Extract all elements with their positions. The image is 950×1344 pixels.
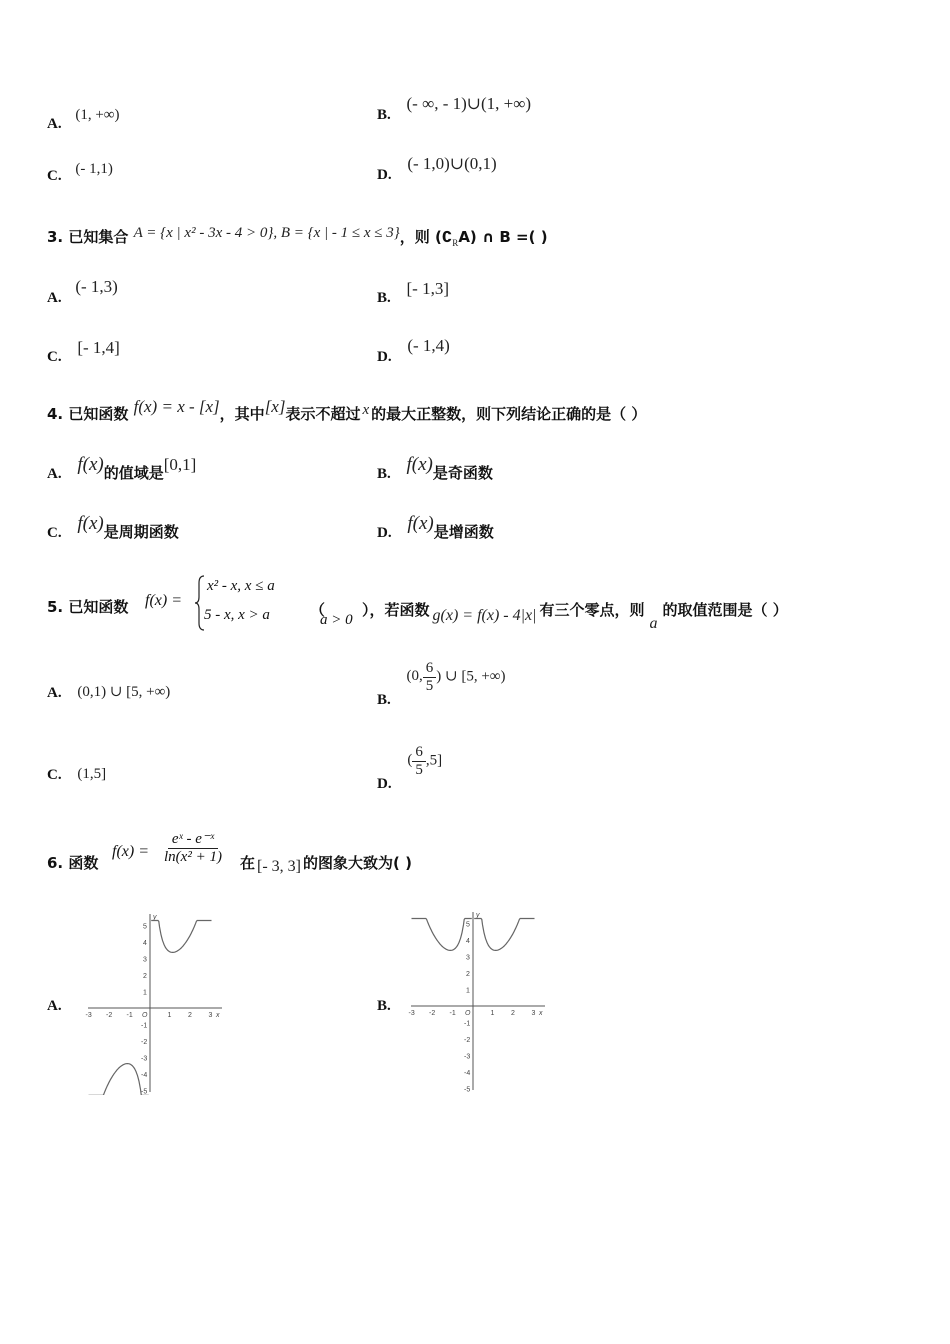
option-label: A. bbox=[47, 998, 62, 1014]
option-label: C. bbox=[47, 349, 62, 365]
fraction-numerator: eˣ - e⁻ˣ bbox=[168, 829, 218, 849]
option-label: C. bbox=[47, 767, 62, 783]
x-tick-label: -2 bbox=[106, 1012, 113, 1019]
option-math: (- 1,4) bbox=[407, 336, 450, 355]
y-tick-label: -2 bbox=[464, 1037, 471, 1044]
piecewise-case-2: 5 - x, x > a bbox=[204, 607, 270, 623]
x-tick-label: 2 bbox=[511, 1010, 515, 1017]
option-label: B. bbox=[377, 290, 391, 306]
x-tick-label: -3 bbox=[408, 1010, 415, 1017]
q5-option-c[interactable] bbox=[47, 767, 106, 784]
option-math: (0,1) ∪ [5, +∞) bbox=[77, 684, 171, 700]
condition: a > 0 bbox=[320, 612, 353, 628]
q3-option-b[interactable] bbox=[377, 279, 449, 307]
option-label: C. bbox=[47, 525, 62, 541]
question-mid: ），若函数 bbox=[362, 601, 430, 619]
y-tick-label: -2 bbox=[141, 1039, 148, 1046]
q2-option-a[interactable] bbox=[47, 108, 120, 133]
option-text: 是周期函数 bbox=[103, 523, 179, 541]
option-math: f(x) bbox=[407, 513, 434, 534]
interval: [- 3, 3] bbox=[257, 858, 301, 875]
option-math: (1, +∞) bbox=[75, 107, 120, 123]
q3-option-c[interactable] bbox=[47, 338, 120, 366]
fraction-numerator: 6 bbox=[412, 744, 426, 762]
piecewise-case-1: x² - x, x ≤ a bbox=[207, 578, 275, 594]
option-label: A. bbox=[47, 116, 62, 132]
q6-option-b[interactable] bbox=[377, 998, 391, 1015]
x-tick-label: 1 bbox=[167, 1012, 172, 1019]
set-a: A = {x | x² - 3x - 4 > 0} bbox=[133, 225, 274, 241]
y-tick-label: -1 bbox=[141, 1022, 148, 1030]
option-math-post: ) ∪ [5, +∞) bbox=[436, 668, 506, 685]
q2-option-d[interactable] bbox=[377, 154, 497, 184]
y-tick-label: 3 bbox=[143, 956, 147, 964]
option-math-pre: ( bbox=[407, 752, 413, 769]
curve-left-branch bbox=[89, 1064, 149, 1095]
option-math: (- ∞, - 1)∪(1, +∞) bbox=[406, 94, 532, 113]
x-variable: x bbox=[362, 402, 370, 418]
question-number: 5. bbox=[47, 598, 64, 616]
q4-option-d[interactable] bbox=[377, 513, 494, 543]
set-b: , B = {x | - 1 ≤ x ≤ 3} bbox=[273, 225, 400, 241]
question-number: 3. bbox=[47, 228, 64, 246]
x-tick-label: -1 bbox=[449, 1010, 456, 1017]
question-lead: 已知函数 bbox=[68, 598, 129, 616]
y-tick-label: -3 bbox=[464, 1053, 471, 1061]
graph-option-b[interactable] bbox=[403, 908, 553, 1093]
fraction-denominator: 5 bbox=[415, 761, 423, 778]
q3-option-d[interactable] bbox=[377, 336, 450, 366]
x-tick-label: -3 bbox=[85, 1012, 92, 1019]
y-tick-label: -4 bbox=[141, 1072, 148, 1079]
option-math: f(x) bbox=[77, 513, 104, 534]
q5-option-b[interactable] bbox=[377, 660, 506, 709]
x-tick-label: -1 bbox=[126, 1012, 133, 1019]
y-tick-label: 3 bbox=[466, 954, 470, 962]
x-tick-label: 2 bbox=[188, 1012, 192, 1019]
question-lead: 已知集合 bbox=[68, 228, 129, 246]
g-function: g(x) = f(x) - 4|x| bbox=[432, 607, 537, 624]
y-axis-label: y bbox=[153, 914, 157, 921]
option-label: A. bbox=[47, 290, 62, 306]
option-math: (- 1,1) bbox=[75, 161, 113, 177]
option-math: [- 1,3] bbox=[406, 279, 449, 298]
question-number: 6. bbox=[47, 854, 64, 872]
question-mid-2: 有三个零点，则 bbox=[539, 601, 645, 619]
y-tick-label: 4 bbox=[466, 938, 470, 945]
question-5-cont-2 bbox=[362, 599, 788, 632]
curve-left-branch bbox=[412, 919, 472, 951]
question-6-cont bbox=[240, 852, 412, 873]
option-text: 的值域是 bbox=[103, 464, 164, 482]
fraction-denominator: 5 bbox=[425, 677, 434, 694]
question-lead: 已知函数 bbox=[68, 405, 129, 423]
question-5 bbox=[47, 596, 128, 617]
question-number: 4. bbox=[47, 405, 64, 423]
curve-right-branch bbox=[151, 921, 211, 953]
y-tick-label: -5 bbox=[464, 1086, 471, 1093]
option-label: A. bbox=[47, 466, 62, 482]
question-mid: 在 bbox=[240, 854, 256, 872]
fraction-numerator: 6 bbox=[423, 660, 437, 678]
option-text: 是增函数 bbox=[433, 523, 494, 541]
option-math-pre: (0, bbox=[406, 668, 423, 685]
function-fraction bbox=[162, 829, 224, 866]
option-math-post: ,5] bbox=[425, 752, 443, 769]
x-tick-label: 3 bbox=[208, 1012, 213, 1019]
option-label: B. bbox=[377, 466, 391, 482]
floor-bracket: [x] bbox=[264, 397, 286, 416]
q6-option-a[interactable] bbox=[47, 998, 62, 1015]
option-label: C. bbox=[47, 168, 62, 184]
y-tick-label: 5 bbox=[143, 923, 147, 931]
option-label: D. bbox=[377, 167, 392, 183]
question-tail: 的取值范围是（ ） bbox=[662, 601, 788, 619]
subscript-r: R bbox=[452, 238, 459, 248]
option-label: D. bbox=[377, 349, 392, 365]
option-label: A. bbox=[47, 685, 62, 701]
question-lead: 函数 bbox=[68, 854, 99, 872]
y-tick-label: 1 bbox=[466, 987, 470, 995]
y-tick-label: -3 bbox=[141, 1055, 148, 1063]
option-math: (- 1,3) bbox=[75, 277, 118, 296]
option-label: B. bbox=[377, 107, 391, 123]
x-tick-label: 1 bbox=[490, 1010, 495, 1017]
x-axis-label: x bbox=[216, 1012, 220, 1019]
question-mid: ，其中 bbox=[219, 405, 265, 423]
q4-option-b[interactable] bbox=[377, 454, 493, 484]
question-tail: ，则 (∁ bbox=[399, 228, 453, 246]
x-tick-label: -2 bbox=[429, 1010, 436, 1017]
paren-open: （ bbox=[310, 601, 326, 619]
function-lhs: f(x) = bbox=[112, 843, 149, 860]
y-axis-label: y bbox=[476, 912, 480, 919]
y-tick-label: -5 bbox=[141, 1088, 148, 1095]
q4-option-a[interactable] bbox=[47, 454, 197, 484]
y-tick-label: 2 bbox=[143, 973, 147, 980]
option-math: [- 1,4] bbox=[77, 338, 120, 357]
x-tick-label: O bbox=[142, 1012, 148, 1019]
option-math-2: [0,1] bbox=[163, 455, 197, 474]
q5-option-d[interactable] bbox=[377, 744, 443, 793]
fraction-denominator: ln(x² + 1) bbox=[164, 849, 222, 865]
question-tail: 的图象大致为( ) bbox=[303, 854, 412, 872]
option-math: (- 1,0)∪(0,1) bbox=[407, 154, 497, 173]
x-axis-label: x bbox=[539, 1010, 543, 1017]
y-tick-label: 2 bbox=[466, 971, 470, 978]
option-label: B. bbox=[377, 692, 391, 709]
question-tail-2: A) ∩ B =( ) bbox=[458, 228, 548, 246]
question-mid-2: 表示不超过 bbox=[285, 405, 361, 423]
q2-option-b[interactable] bbox=[377, 94, 532, 124]
option-label: D. bbox=[377, 525, 392, 541]
option-label: D. bbox=[377, 776, 392, 793]
question-6 bbox=[47, 852, 98, 873]
y-tick-label: 4 bbox=[143, 940, 147, 947]
x-tick-label: 3 bbox=[531, 1010, 536, 1017]
function-definition: f(x) = x - [x] bbox=[133, 397, 220, 416]
graph-option-a[interactable] bbox=[80, 910, 230, 1095]
x-tick-label: O bbox=[465, 1010, 471, 1017]
option-math: (1,5] bbox=[77, 766, 107, 782]
option-label: B. bbox=[377, 998, 391, 1014]
piecewise-lhs: f(x) = bbox=[145, 592, 182, 609]
y-tick-label: -1 bbox=[464, 1020, 471, 1028]
question-3 bbox=[47, 226, 548, 248]
q5-option-a[interactable] bbox=[47, 683, 170, 702]
a-variable: a bbox=[649, 615, 658, 632]
fraction bbox=[423, 660, 437, 694]
option-text: 是奇函数 bbox=[432, 464, 493, 482]
y-tick-label: 5 bbox=[466, 921, 470, 929]
curve-right-branch bbox=[474, 919, 534, 951]
fraction bbox=[412, 744, 426, 778]
y-tick-label: 1 bbox=[143, 989, 147, 997]
option-math: f(x) bbox=[406, 454, 433, 475]
y-tick-label: -4 bbox=[464, 1070, 471, 1077]
question-4 bbox=[47, 397, 647, 424]
q4-option-c[interactable] bbox=[47, 513, 179, 543]
q2-option-c[interactable] bbox=[47, 161, 113, 185]
q3-option-a[interactable] bbox=[47, 277, 118, 307]
question-tail: 的最大正整数，则下列结论正确的是（ ） bbox=[371, 405, 647, 423]
option-math: f(x) bbox=[77, 454, 104, 475]
